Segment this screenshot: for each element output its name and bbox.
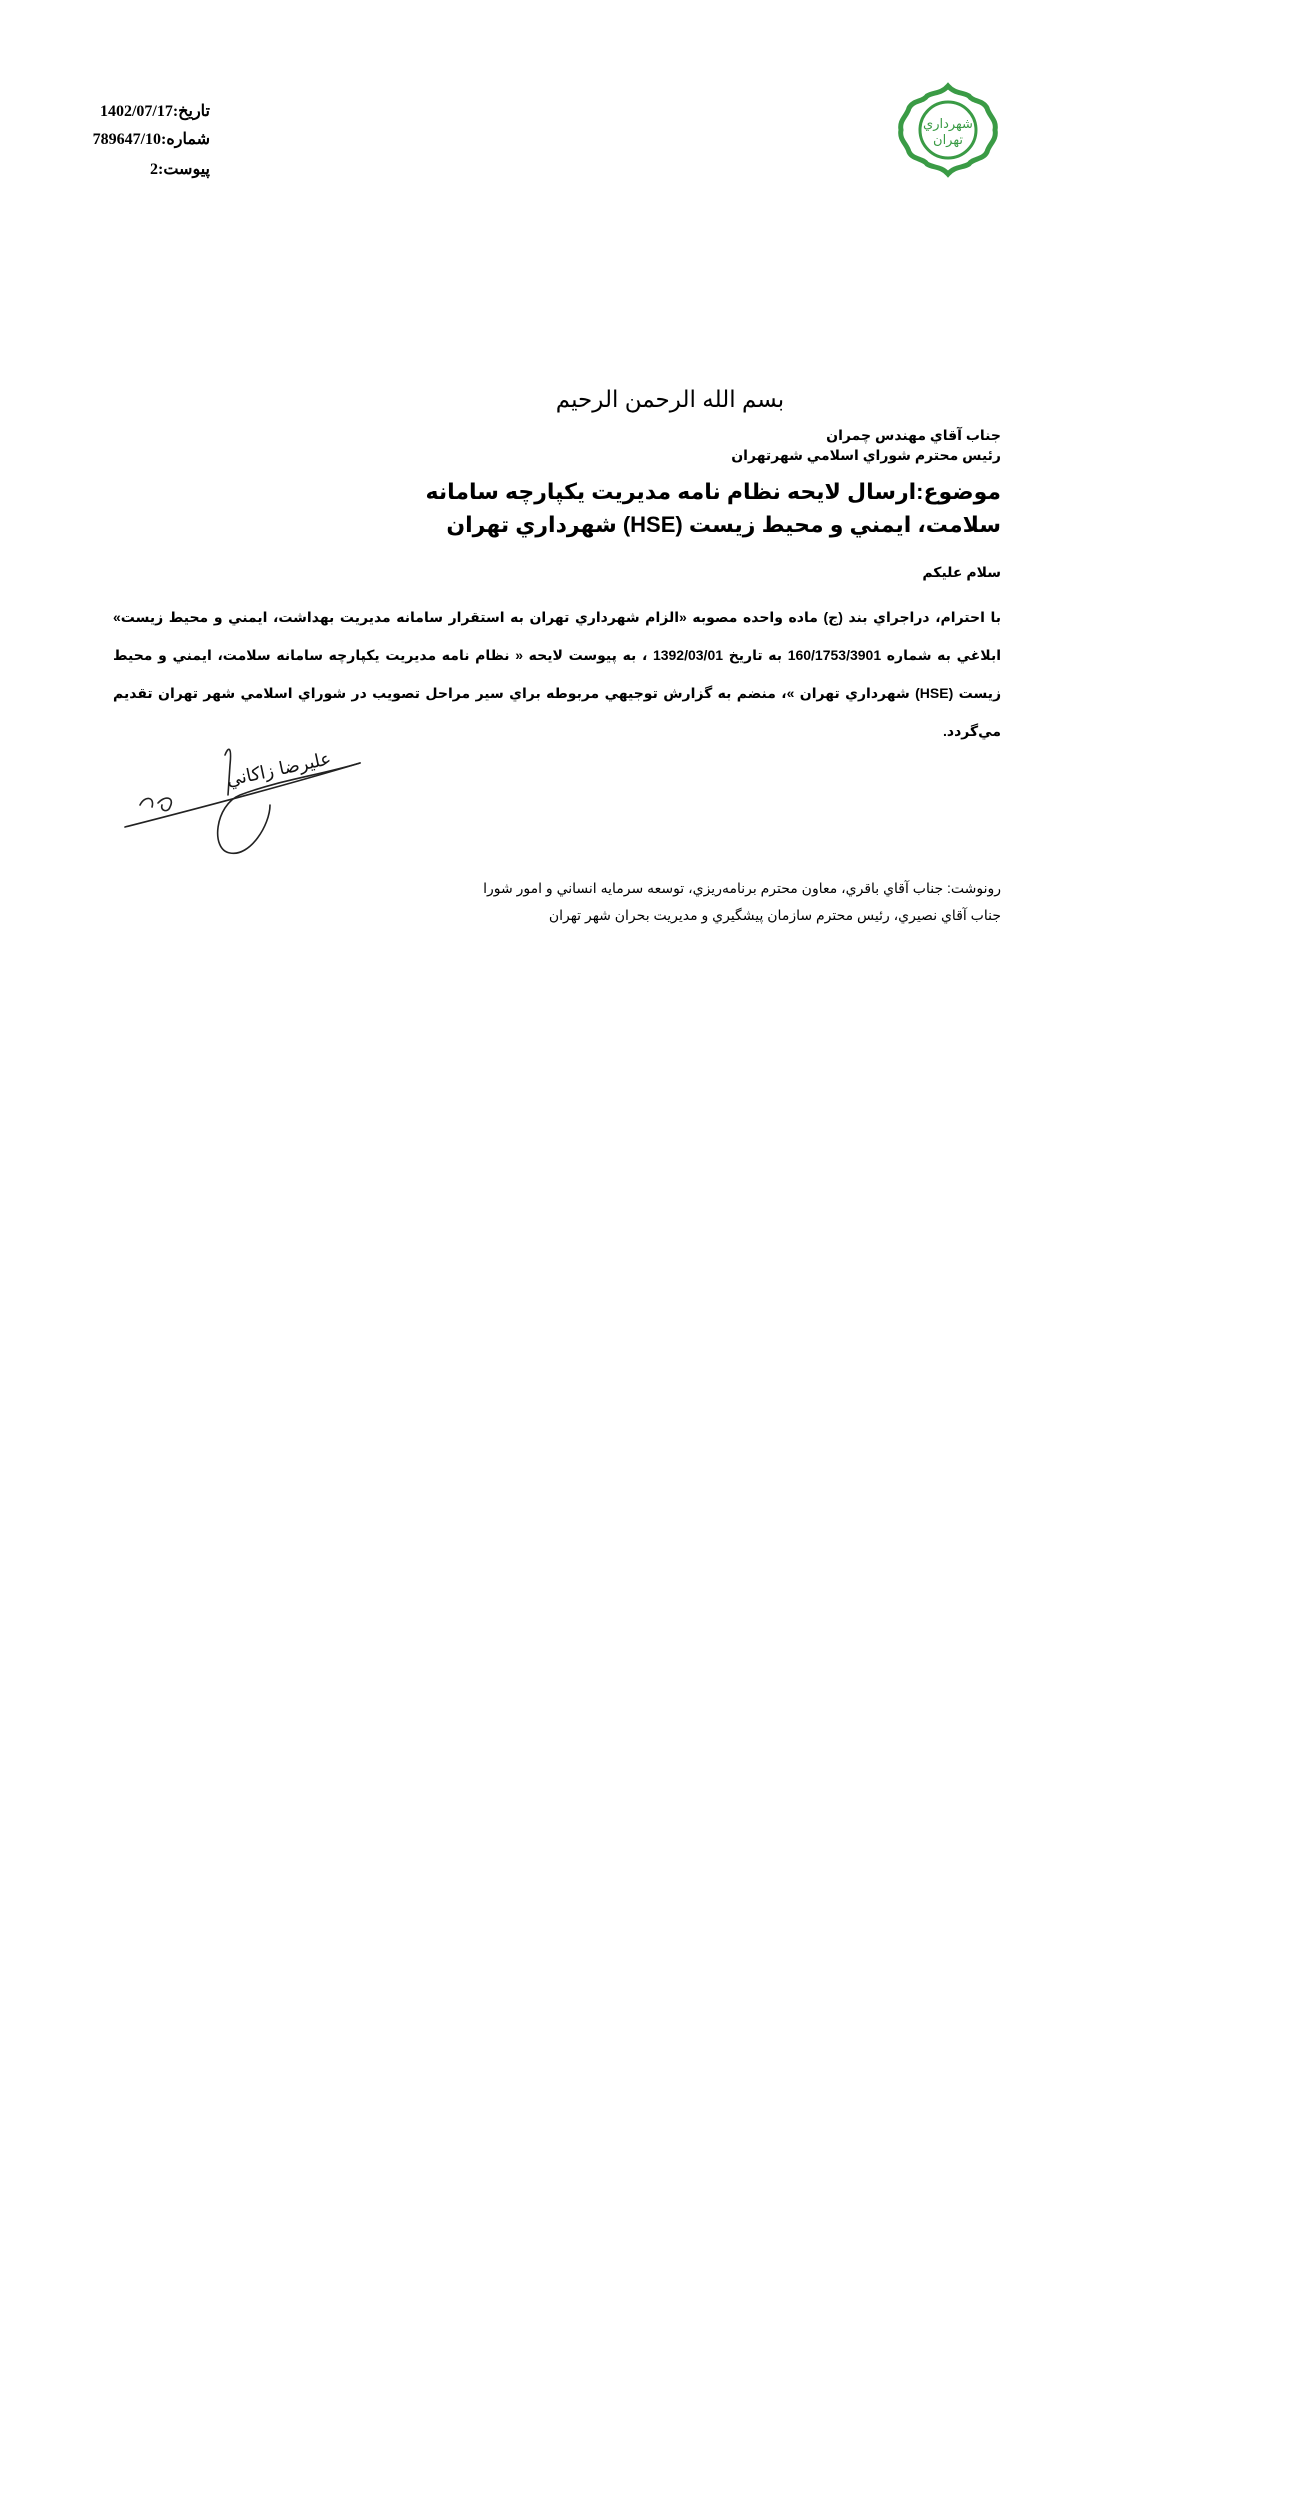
letter-number: شماره:789647/10 xyxy=(92,131,210,148)
addressee-title: رئيس محترم شوراي اسلامي شهرتهران xyxy=(731,447,1001,463)
tehran-municipality-logo xyxy=(893,82,1003,178)
signature xyxy=(120,735,370,860)
letter-subject: موضوع:ارسال لايحه نظام نامه مديريت يكپارچه سامانه سلامت، ايمني و محيط زيست (HSE) شهرداري تهران xyxy=(425,479,1001,537)
svg-text:شهرداري: شهرداري xyxy=(923,117,973,132)
svg-text:تهران: تهران xyxy=(933,133,963,148)
letter-body: با احترام، دراجراي بند (ج) ماده واحده مصوبه «الزام شهرداري تهران به استقرار سامانه مديريت بهداشت، ايمني و محيط زيست» ابلاغي به شماره 160/1753/3901 به تاريخ 1392/03/01 ، به پيوست لايحه « نظام نامه مديريت يكپارچه سامانه سلامت، ايمني و محيط زيست (HSE) شهرداري تهران »، منضم به گزارش توجيهي مربوطه براي سير مراحل تصويب در شوراي اسلامي شهر تهران تقديم مي‌گردد. xyxy=(113,609,1002,739)
letter-attachment: پيوست:2 xyxy=(150,161,210,178)
cc-line-2: جناب آقاي نصيري، رئيس محترم سازمان پيشگيري و مديريت بحران شهر تهران xyxy=(548,907,1001,923)
addressee-name: جناب آقاي مهندس چمران xyxy=(826,427,1001,443)
letter-date: تاريخ:1402/07/17 xyxy=(99,103,210,120)
greeting: سلام عليكم xyxy=(922,564,1001,580)
cc-line-1: رونوشت: جناب آقاي باقري، معاون محترم برنامه‌ريزي، توسعه سرمايه انساني و امور شورا xyxy=(483,880,1001,896)
basmala: بسم الله الرحمن الرحيم xyxy=(555,386,785,412)
signature-name: عليرضا زاكاني xyxy=(224,748,334,791)
